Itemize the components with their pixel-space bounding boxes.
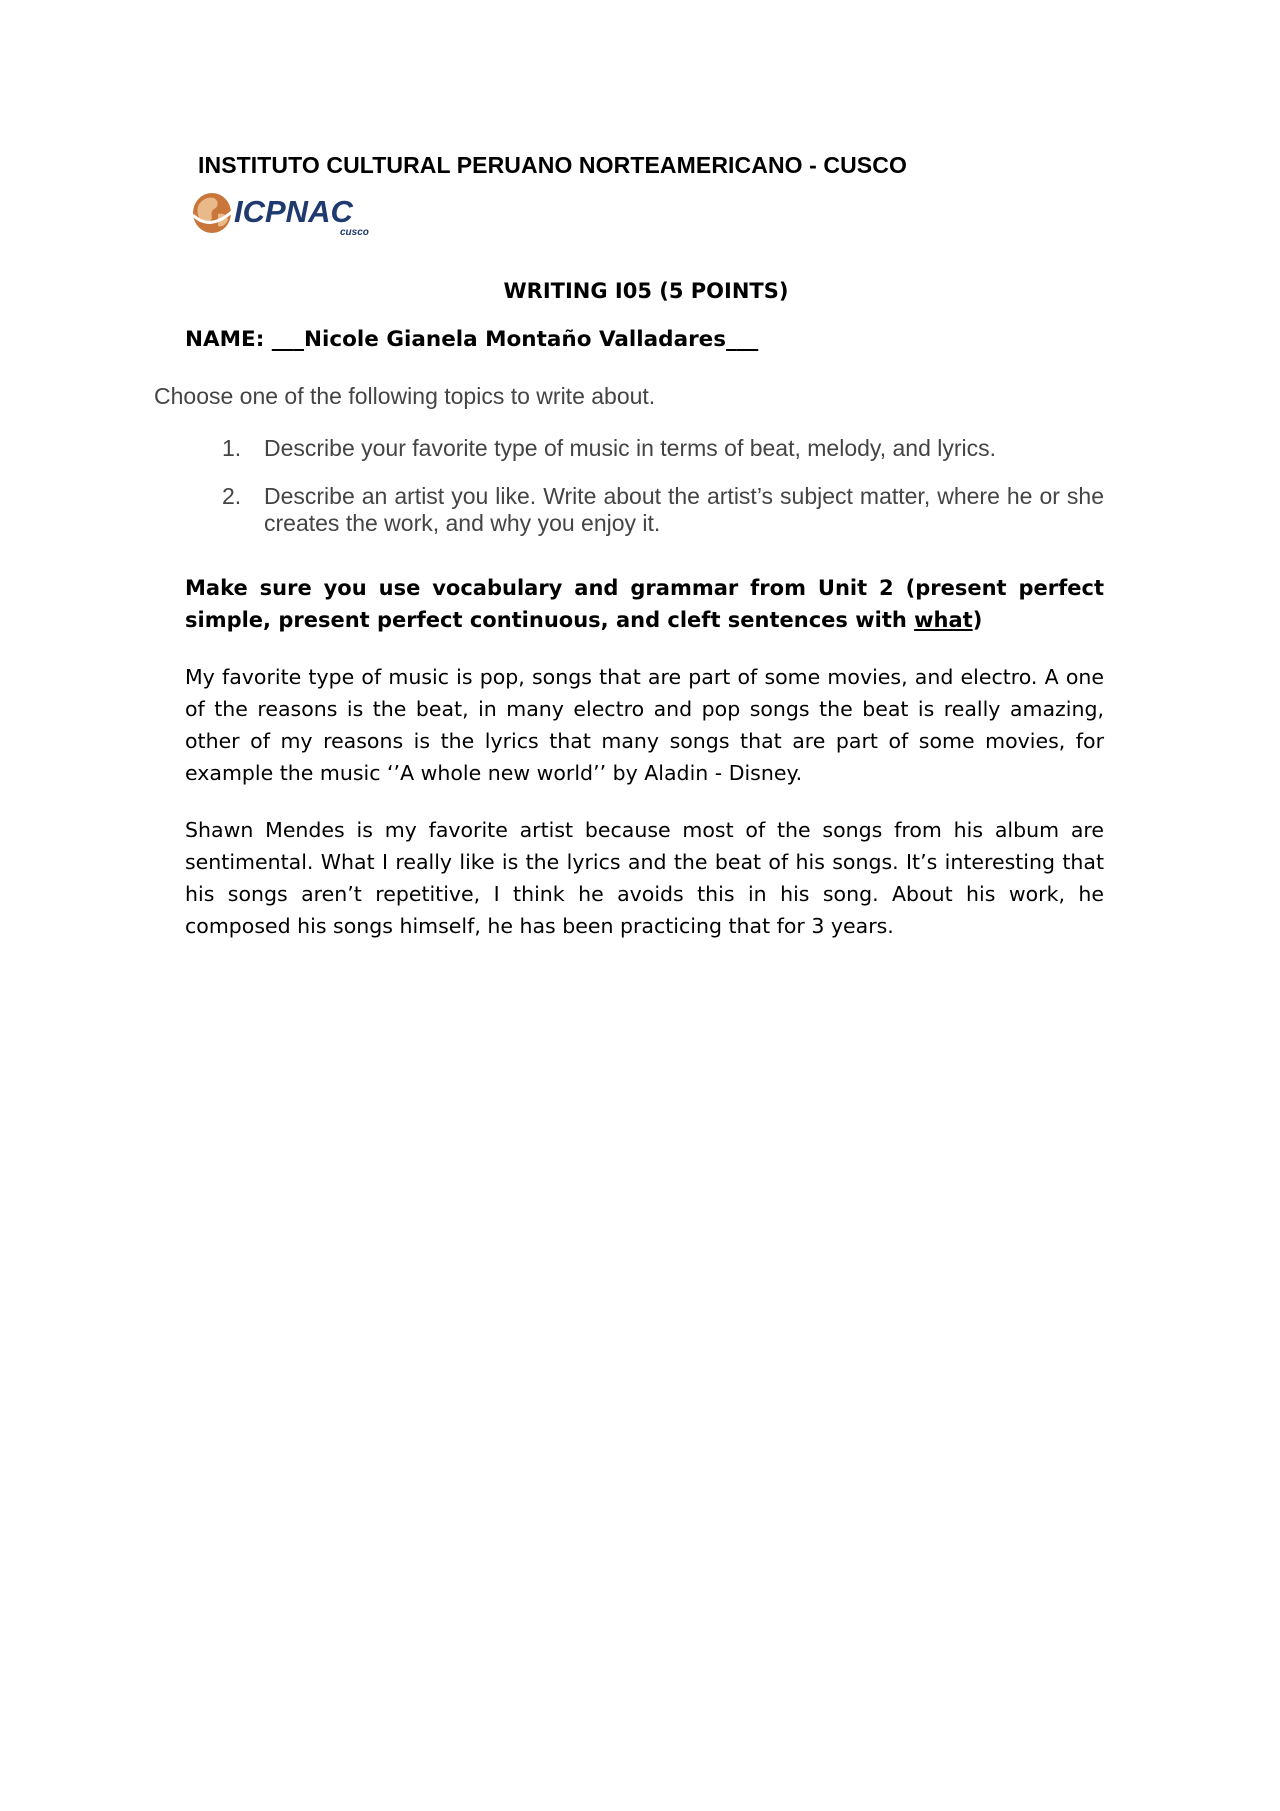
institute-name: INSTITUTO CULTURAL PERUANO NORTEAMERICANO - CUSCO (198, 152, 907, 178)
intro-text: Choose one of the following topics to write about. (154, 383, 656, 409)
logo-text: ICPNAC (234, 194, 353, 229)
answer-paragraph: My favorite type of music is pop, songs that are part of some movies, and electro. A one of the reasons is the beat, in many electro and pop songs the beat is really amazing, other of my reasons is the lyrics that many songs that are part of some movies, for example the music ‘’A whole new world’’ by Aladin - Disney. (185, 665, 1104, 785)
topic-list (222, 435, 1104, 558)
page-title: WRITING I05 (5 POINTS) (503, 279, 789, 303)
topic-text: Describe your favorite type of music in terms of beat, melody, and lyrics. (264, 435, 997, 461)
instruction-text: Make sure you use vocabulary and grammar from Unit 2 (present perfect simple, present perfect continuous, and cleft sentences with (185, 576, 1104, 632)
student-name-line: NAME: ___Nicole Gianela Montaño Valladares___ (185, 327, 759, 352)
icpnac-logo (190, 188, 390, 238)
topic-text: Describe an artist you like. Write about the artist’s subject matter, where he or she creates the work, and why you enjoy it. (264, 483, 1104, 536)
list-item (222, 435, 1104, 462)
list-item (222, 483, 1104, 537)
grammar-instruction (185, 572, 1104, 636)
topic-number: 1. (222, 435, 242, 461)
globe-icon (193, 193, 234, 233)
topic-number: 2. (222, 483, 242, 509)
instruction-closing: ) (972, 608, 983, 632)
instruction-underlined-word: what (914, 608, 973, 632)
answer-paragraph: Shawn Mendes is my favorite artist because most of the songs from his album are sentimental. What I really like is the lyrics and the beat of his songs. It’s interesting that his songs aren’t repetitive, I think he avoids this in his song. About his work, he composed his songs himself, he has been practicing that for 3 years. (185, 818, 1104, 938)
logo-subtext: cusco (340, 227, 369, 238)
